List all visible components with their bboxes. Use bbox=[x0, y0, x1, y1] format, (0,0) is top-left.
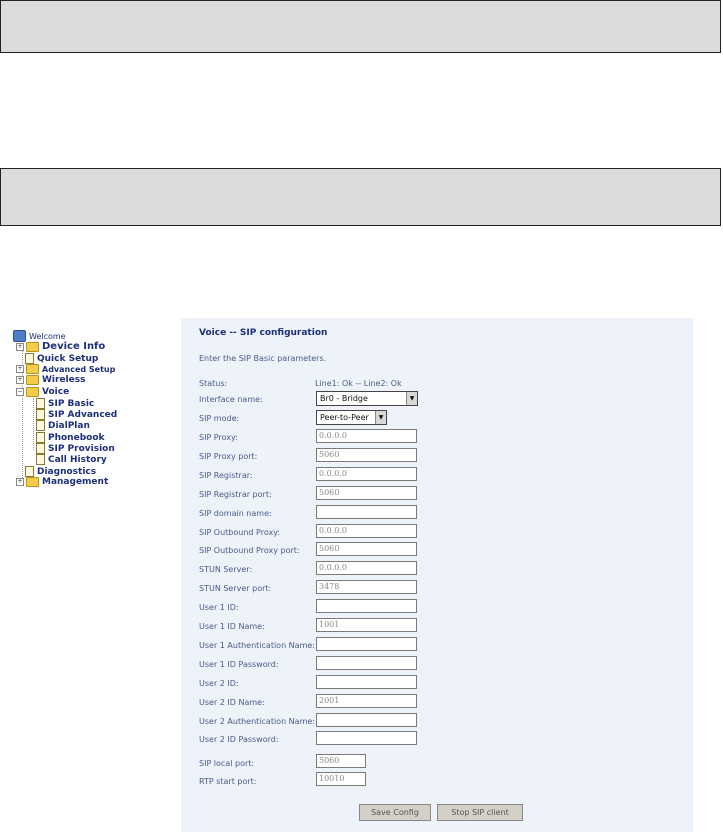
stop-sip-client-button[interactable]: Stop SIP client bbox=[437, 804, 523, 821]
field-input[interactable]: 3478 bbox=[316, 580, 417, 594]
router-ui-screenshot bbox=[11, 318, 693, 832]
sip-mode-select[interactable]: Peer-to-Peer ▼ bbox=[316, 410, 387, 425]
dropdown-arrow-icon[interactable]: ▼ bbox=[406, 392, 417, 405]
field-input[interactable]: 5060 bbox=[316, 448, 417, 462]
page-icon bbox=[36, 432, 45, 443]
field-label: STUN Server port: bbox=[199, 584, 272, 593]
sidebar-item-voice[interactable]: − Voice bbox=[17, 387, 70, 397]
dropdown-arrow-icon[interactable]: ▼ bbox=[375, 411, 386, 424]
field-label: User 1 ID: bbox=[199, 603, 239, 612]
field-input[interactable]: 2001 bbox=[316, 694, 417, 708]
page-icon bbox=[36, 443, 45, 454]
status-label: Status: bbox=[199, 379, 228, 388]
field-label: User 1 ID Password: bbox=[199, 660, 279, 669]
field-label: SIP Outbound Proxy: bbox=[199, 528, 281, 537]
sidebar-item-device-info[interactable]: + Device Info bbox=[17, 341, 106, 352]
field-label: SIP Registrar: bbox=[199, 471, 253, 480]
rtp-start-port-label: RTP start port: bbox=[199, 777, 257, 786]
sidebar-item-sip-provision[interactable]: SIP Provision bbox=[36, 443, 115, 454]
top-gray-banner bbox=[0, 0, 721, 53]
sidebar-item-welcome[interactable]: Welcome bbox=[13, 330, 66, 342]
expand-icon[interactable]: + bbox=[17, 342, 23, 350]
page-icon bbox=[36, 409, 45, 420]
expand-icon[interactable]: + bbox=[17, 478, 23, 485]
sip-config-panel bbox=[181, 318, 693, 832]
field-input[interactable] bbox=[316, 713, 417, 727]
page-icon bbox=[36, 454, 45, 465]
field-input[interactable]: 5060 bbox=[316, 486, 417, 500]
collapse-icon[interactable]: − bbox=[17, 388, 23, 395]
field-input[interactable] bbox=[316, 599, 417, 613]
sidebar-item-management[interactable]: + Management bbox=[17, 477, 109, 487]
folder-open-icon bbox=[26, 387, 39, 397]
folder-icon bbox=[26, 477, 39, 487]
field-label: SIP Proxy port: bbox=[199, 452, 258, 461]
sip-mode-label: SIP mode: bbox=[199, 414, 240, 423]
field-label: User 1 Authentication Name: bbox=[199, 641, 315, 650]
field-input[interactable]: 0.0.0.0 bbox=[316, 524, 417, 538]
field-label: SIP Registrar port: bbox=[199, 490, 272, 499]
interface-name-label: Interface name: bbox=[199, 395, 263, 404]
page-icon bbox=[36, 398, 45, 409]
sidebar-item-wireless[interactable]: + Wireless bbox=[17, 375, 86, 385]
field-input[interactable] bbox=[316, 637, 417, 651]
field-label: User 2 ID Name: bbox=[199, 698, 265, 707]
field-input[interactable]: 0.0.0.0 bbox=[316, 561, 417, 575]
sidebar-item-diagnostics[interactable]: Diagnostics bbox=[25, 466, 96, 477]
field-label: User 2 Authentication Name: bbox=[199, 717, 315, 726]
sidebar-item-phonebook[interactable]: Phonebook bbox=[36, 432, 105, 443]
sip-local-port-input[interactable]: 5060 bbox=[316, 754, 366, 768]
folder-icon bbox=[26, 342, 39, 352]
field-label: User 2 ID: bbox=[199, 679, 239, 688]
field-label: SIP Outbound Proxy port: bbox=[199, 546, 300, 555]
page-icon bbox=[25, 466, 34, 477]
status-value: Line1: Ok -- Line2: Ok bbox=[315, 379, 402, 388]
sidebar-tree bbox=[11, 318, 181, 832]
page-title: Voice -- SIP configuration bbox=[199, 328, 328, 338]
sidebar-item-advanced-setup[interactable]: + Advanced Setup bbox=[17, 364, 116, 374]
field-input[interactable]: 1001 bbox=[316, 618, 417, 632]
sidebar-item-call-history[interactable]: Call History bbox=[36, 454, 107, 465]
folder-icon bbox=[26, 364, 39, 374]
sidebar-item-sip-basic[interactable]: SIP Basic bbox=[36, 398, 94, 409]
sidebar-item-sip-advanced[interactable]: SIP Advanced bbox=[36, 409, 117, 420]
field-input[interactable]: 5060 bbox=[316, 542, 417, 556]
rtp-start-port-input[interactable]: 10010 bbox=[316, 772, 366, 786]
field-input[interactable]: 0.0.0.0 bbox=[316, 429, 417, 443]
field-input[interactable] bbox=[316, 675, 417, 689]
interface-name-select[interactable]: Br0 - Bridge ▼ bbox=[316, 391, 418, 406]
page-icon bbox=[25, 353, 34, 364]
page-icon bbox=[36, 420, 45, 431]
field-input[interactable]: 0.0.0.0 bbox=[316, 467, 417, 481]
field-label: SIP Proxy: bbox=[199, 433, 238, 442]
expand-icon[interactable]: + bbox=[17, 376, 23, 383]
field-input[interactable] bbox=[316, 731, 417, 745]
save-config-button[interactable]: Save Config bbox=[359, 804, 431, 821]
sidebar-item-dialplan[interactable]: DialPlan bbox=[36, 420, 90, 431]
sidebar-item-quick-setup[interactable]: Quick Setup bbox=[25, 353, 98, 364]
expand-icon[interactable]: + bbox=[17, 365, 23, 372]
middle-gray-banner bbox=[0, 168, 721, 226]
field-label: SIP domain name: bbox=[199, 509, 272, 518]
field-input[interactable] bbox=[316, 656, 417, 670]
field-label: User 2 ID Password: bbox=[199, 735, 279, 744]
field-input[interactable] bbox=[316, 505, 417, 519]
folder-icon bbox=[26, 375, 39, 385]
field-label: User 1 ID Name: bbox=[199, 622, 265, 631]
intro-text: Enter the SIP Basic parameters. bbox=[199, 354, 327, 363]
sip-local-port-label: SIP local port: bbox=[199, 759, 255, 768]
field-label: STUN Server: bbox=[199, 565, 253, 574]
